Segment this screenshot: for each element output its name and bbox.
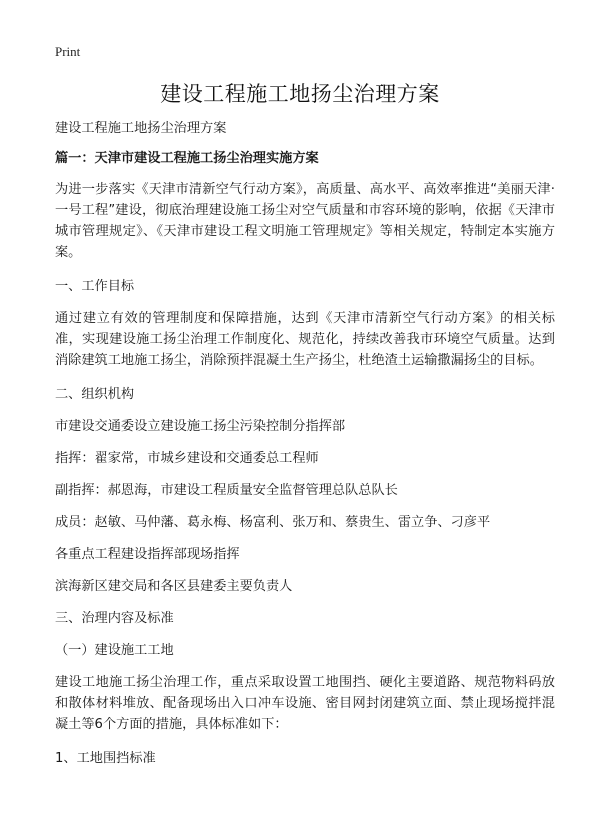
- fence-heading: 1、工地围挡标准: [55, 751, 156, 766]
- intro-paragraph: 为进一步落实《天津市清新空气行动方案》，高质量、高水平、高效率推进“美丽天津·一号工程”建设，彻底治理建设施工扬尘对空气质量和市容环境的影响，依据《天津市城市管理规定》、《天津市建设工程文明施工管理规定》等相关规定，特制定本实施方案。: [55, 182, 555, 260]
- content-heading: 三、治理内容及标准: [55, 611, 174, 626]
- section-heading: 篇一：天津市建设工程施工扬尘治理实施方案: [55, 151, 319, 166]
- org-line: 指挥：翟家常，市城乡建设和交通委总工程师: [55, 451, 319, 466]
- org-line: 市建设交通委设立建设施工扬尘污染控制分指挥部: [55, 419, 346, 434]
- document-subtitle: 建设工程施工地扬尘治理方案: [55, 121, 227, 136]
- site-paragraph: 建设工地施工扬尘治理工作，重点采取设置工地围挡、硬化主要道路、规范物料码放和散体材料堆放、配备现场出入口冲车设施、密目网封闭建筑立面、禁止现场搅拌混凝土等6个方面的措施，具体标准如下：: [55, 675, 555, 732]
- document-body: [55, 118, 555, 780]
- org-line: 各重点工程建设指挥部现场指挥: [55, 547, 240, 562]
- goal-paragraph: 通过建立有效的管理制度和保障措施，达到《天津市清新空气行动方案》的相关标准，实现建设施工扬尘治理工作制度化、规范化，持续改善我市环境空气质量。达到消除建筑工地施工扬尘，消除预拌混凝土生产扬尘，杜绝渣土运输撒漏扬尘的目标。: [55, 311, 555, 368]
- org-heading: 二、组织机构: [55, 387, 135, 402]
- print-link[interactable]: Print: [55, 44, 81, 59]
- org-line: 成员：赵敏、马仲藩、葛永梅、杨富利、张万和、蔡贵生、雷立争、刁彦平: [55, 515, 491, 530]
- document-title: 建设工程施工地扬尘治理方案: [160, 82, 440, 106]
- org-line: 副指挥：郝恩海，市建设工程质量安全监督管理总队总队长: [55, 483, 398, 498]
- site-heading: （一）建设施工工地: [55, 643, 174, 658]
- goal-heading: 一、工作目标: [55, 279, 135, 294]
- org-line: 滨海新区建交局和各区县建委主要负责人: [55, 579, 293, 594]
